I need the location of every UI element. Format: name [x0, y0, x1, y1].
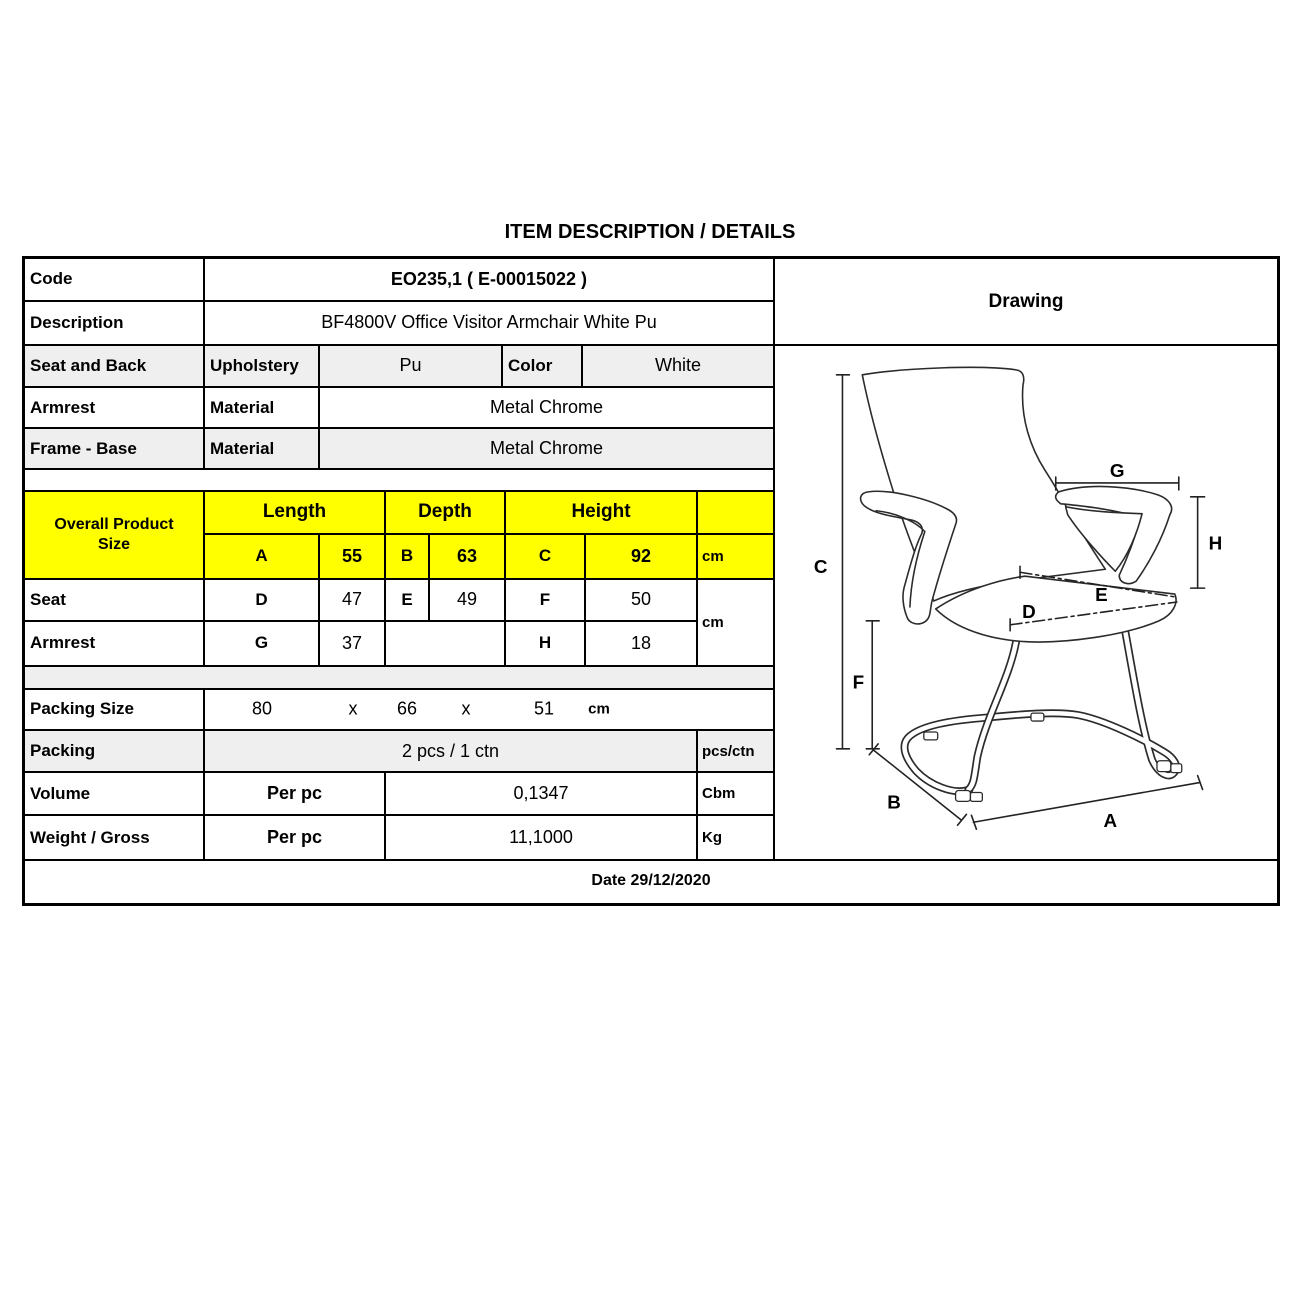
page-title: ITEM DESCRIPTION / DETAILS	[504, 221, 796, 243]
volume-per: Per pc	[205, 773, 386, 814]
armrest-dims-empty	[386, 622, 506, 665]
glide-foot-left	[924, 732, 938, 740]
volume-unit: Cbm	[702, 785, 736, 803]
row-seat-back	[25, 346, 773, 389]
packing-size-label: Packing Size	[25, 690, 205, 729]
date-value: Date 29/12/2020	[591, 872, 711, 889]
row-description	[25, 302, 773, 346]
packing-value: 2 pcs / 1 ctn	[205, 731, 698, 772]
chair-backrest	[862, 367, 1105, 601]
description-value: BF4800V Office Visitor Armchair White Pu	[321, 312, 657, 333]
glide-foot-rear	[1031, 713, 1044, 721]
packing-size-value	[205, 690, 773, 729]
length-header: Length	[205, 492, 386, 533]
dim-line-h	[1191, 497, 1205, 588]
packing-size-l: 80	[251, 698, 273, 719]
dim-h-value: 18	[586, 622, 698, 665]
row-volume	[25, 773, 773, 816]
size-header-row	[205, 492, 773, 535]
dim-a-letter: A	[205, 535, 320, 578]
color-label: Color	[503, 346, 583, 387]
spec-table-main	[25, 259, 1277, 861]
armrest-dims-row	[25, 622, 698, 665]
packing-size-h: 51	[533, 698, 555, 719]
seat-armrest-unit: cm	[702, 613, 724, 631]
caster-front	[956, 791, 971, 802]
dim-label-h: H	[1208, 532, 1223, 554]
drawing-panel	[773, 259, 1277, 859]
overall-size-label: Overall Product Size	[25, 492, 205, 578]
packing-size-d: 66	[396, 698, 418, 719]
row-packing-size	[25, 690, 773, 731]
row-packing	[25, 731, 773, 774]
dim-line-b	[869, 744, 966, 825]
frame-label: Frame - Base	[25, 429, 205, 468]
row-code	[25, 259, 773, 302]
height-header: Height	[506, 492, 698, 533]
spec-table-left	[25, 259, 773, 859]
dim-c-value: 92	[586, 535, 698, 578]
upholstery-label: Upholstery	[205, 346, 320, 387]
seat-row-label: Seat	[25, 580, 205, 620]
dim-c-letter: C	[506, 535, 586, 578]
depth-header: Depth	[386, 492, 506, 533]
weight-unit: Kg	[702, 829, 722, 847]
dim-g-letter: G	[205, 622, 320, 665]
dim-line-c	[837, 375, 850, 749]
chair-drawing	[775, 346, 1277, 859]
dim-e-value: 49	[430, 580, 506, 620]
weight-value: 11,1000	[386, 816, 698, 859]
dim-label-f: F	[852, 671, 865, 693]
packing-size-x1: x	[348, 698, 358, 719]
row-seat-armrest-dims	[25, 580, 773, 667]
dim-h-letter: H	[506, 622, 586, 665]
date-row	[25, 861, 1277, 901]
dim-label-b: B	[887, 791, 901, 813]
armrest-label: Armrest	[25, 388, 205, 427]
dim-d-letter: D	[205, 580, 320, 620]
dim-b-letter: B	[386, 535, 430, 578]
caster-right	[1157, 761, 1171, 772]
packing-size-x2: x	[461, 698, 471, 719]
chair-base-loop	[904, 626, 1176, 791]
dim-f-letter: F	[506, 580, 586, 620]
dim-label-g: G	[1109, 460, 1125, 481]
row-armrest-material	[25, 388, 773, 429]
seat-dims-row	[25, 580, 698, 622]
dim-label-c: C	[813, 556, 828, 578]
upholstery-value: Pu	[320, 346, 503, 387]
dim-label-a: A	[1103, 810, 1118, 832]
row-weight	[25, 816, 773, 859]
dim-f-value: 50	[586, 580, 698, 620]
spacer-row	[25, 470, 773, 492]
dim-b-value: 63	[430, 535, 506, 578]
dim-line-f	[866, 621, 879, 749]
volume-value: 0,1347	[386, 773, 698, 814]
frame-material-label: Material	[205, 429, 320, 468]
description-label: Description	[25, 302, 205, 344]
drawing-header: Drawing	[775, 259, 1277, 346]
size-header-empty	[698, 492, 773, 533]
dim-a-value: 55	[320, 535, 386, 578]
dim-line-a	[971, 776, 1202, 830]
code-value: EO235,1 ( E-00015022 )	[390, 268, 588, 289]
code-label: Code	[25, 259, 205, 300]
dim-label-d: D	[1022, 600, 1036, 622]
armrest-row-label: Armrest	[25, 622, 205, 665]
armrest-material-label: Material	[205, 388, 320, 427]
armrest-material-value: Metal Chrome	[489, 397, 604, 418]
overall-unit: cm	[698, 535, 773, 578]
packing-size-unit: cm	[588, 700, 610, 718]
drawing-area	[775, 346, 1277, 859]
color-value: White	[654, 355, 701, 376]
spec-table	[22, 256, 1280, 906]
frame-material-value: Metal Chrome	[489, 438, 604, 459]
spacer-row-gray	[25, 667, 773, 690]
weight-per: Per pc	[205, 816, 386, 859]
caster-right-2	[1171, 764, 1182, 773]
weight-label: Weight / Gross	[25, 816, 205, 859]
caster-front-2	[970, 792, 982, 801]
packing-label: Packing	[25, 731, 205, 772]
row-overall-size	[25, 492, 773, 580]
dim-g-value: 37	[320, 622, 386, 665]
seat-back-label: Seat and Back	[25, 346, 205, 387]
dim-label-e: E	[1095, 584, 1108, 606]
size-values-row	[205, 535, 773, 578]
dim-e-letter: E	[386, 580, 430, 620]
row-frame-base	[25, 429, 773, 470]
dim-d-value: 47	[320, 580, 386, 620]
packing-unit: pcs/ctn	[702, 742, 755, 760]
volume-label: Volume	[25, 773, 205, 814]
chair-base-loop-inner	[904, 626, 1176, 791]
